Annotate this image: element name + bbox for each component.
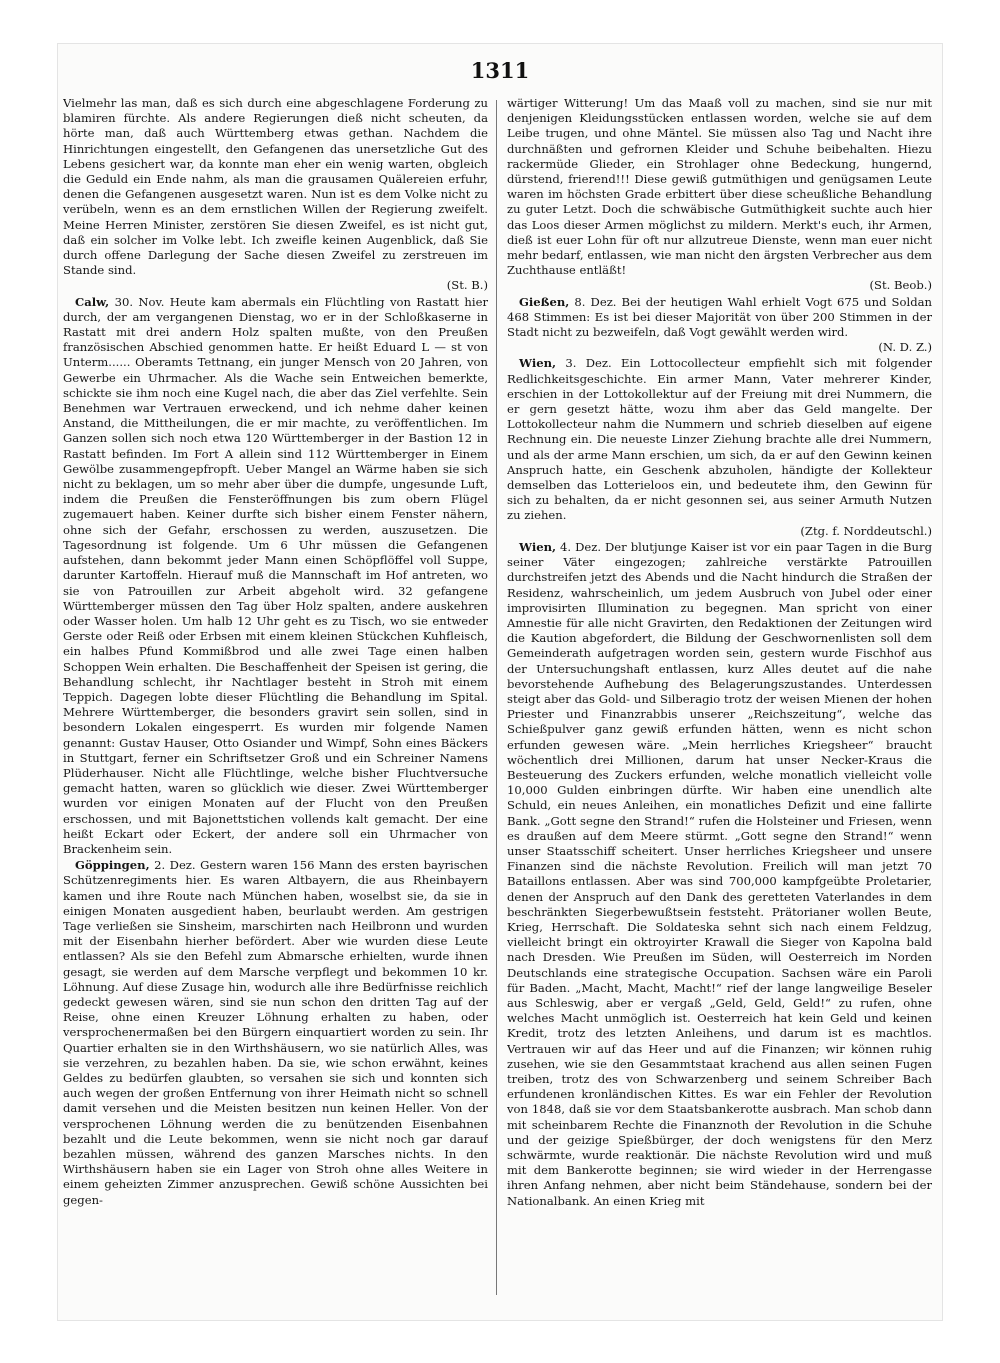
article-text: 8. Dez. Bei der heutigen Wahl erhielt Vogt 675 und Soldan 468 Stimmen: Es ist bei dieser Majorität von über 200 Stimmen in der Stadt nicht zu bezweifeln, daß Vogt gewählt werden wird. xyxy=(507,294,932,340)
article-text: 3. Dez. Ein Lottocollecteur empfiehlt sich mit folgender Redlichkeitsgeschichte. Ein armer Mann, Vater mehrerer Kinder, erschien in der Lottokollektur auf der Freiung mit drei Nummern, die er gern gesetzt hätte, wozu ihm aber das Geld mangelte. Der Lottokollecteur nahm die Nummern und schrieb dieselben auf eigene Rechnung ein. Die neueste Linzer Ziehung brachte alle drei Nummern, und als der arme Mann erschien, um sich, da er auf den Gewinn keinen Anspruch hatte, ein Geschenk abzuholen, händigte der Kollekteur demselben das Lotterieloos ein, und bedeutete ihm, den Gewinn für sich zu behalten, da er nicht gesonnen sei, aus seiner Armuth Nutzen zu ziehen. xyxy=(507,356,932,523)
dateline: Calw, xyxy=(75,294,110,309)
article-text: 30. Nov. Heute kam abermals ein Flüchtling von Rastatt hier durch, der am vergangenen Dienstag, wo er in der Schloßkaserne in Rastatt mit drei andern Holz spalten mußte, von den Preußen französischen Abschied genommen hatte. Er heißt Eduard L — st von Unterm...... Oberamts Tettnang, ein junger Mensch von 20 Jahren, von Gewerbe ein Uhrmacher. Als die Wache sein Entweichen bemerkte, schickte sie ihm noch eine Kugel nach, die aber das Ziel verfehlte. Sein Benehmen war Vertrauen erweckend, und ich nehme daher keinen Anstand, die Mittheilungen, die er mir machte, zu veröffentlichen. Im Ganzen sollen sich noch etwa 120 Württemberger in der Bastion 12 in Rastatt befinden. Im Fort A allein sind 112 Württemberger in Einem Gewölbe zusammengepfropft. Ueber Mangel an Wärme haben sie sich nicht zu beklagen, um so mehr aber über die dumpfe, ungesunde Luft, indem die Preußen die Fensteröffnungen bis zum obern Flügel zugemauert haben. Keiner durfte sich bisher einem Fenster nähern, ohne sich der Gefahr, erschossen zu werden, auszusetzen. Die Tagesordnung ist folgende. Um 6 Uhr müssen die Gefangenen aufstehen, dann bekommt jeder Mann einen Schöpflöffel voll Suppe, darunter Kartoffeln. Hierauf muß die Mannschaft im Hof antreten, wo sie von Patrouillen zur Arbeit abgeholt wird. 32 gefangene Württemberger müssen den Tag über Holz spalten, andere auskehren oder Wasser holen. Um halb 12 Uhr geht es zu Tisch, wo sie entweder Gerste oder Reiß oder Erbsen mit einem kleinen Stückchen Kuhfleisch, ein halbes Pfund Kommißbrod und alle zwei Tage einen halben Schoppen Wein erhalten. Die Beschaffenheit der Speisen ist gering, die Behandlung schlecht, ihr Nachtlager besteht in Stroh mit einem Teppich. Dagegen lobte dieser Flüchtling die Behandlung im Spital. Mehrere Württemberger, die besonders gravirt sein sollen, sind in besondern Lokalen eingesperrt. Es wurden mir folgende Namen genannt: Gustav Hauser, Otto Osiander und Wimpf, Sohn eines Bäckers in Stuttgart, ferner ein Schriftsetzer Groß und ein Schreiner Namens Plüderhauser. Nicht alle Flüchtlinge, welche bisher Fluchtversuche gemacht hatten, waren so glücklich wie dieser. Zwei Württemberger wurden vor einigen Monaten auf der Flucht von den Preußen erschossen, und mit Bajonettstichen vollends kalt gemacht. Der eine heißt Eckart oder Eckert, der andere soll ein Uhrmacher von Brackenheim sein. xyxy=(63,294,488,856)
source-citation: (St. B.) xyxy=(446,278,488,293)
column-divider xyxy=(496,100,497,1295)
article-continuation xyxy=(63,96,488,294)
newspaper-page xyxy=(58,44,942,1320)
source-citation: (N. D. Z.) xyxy=(878,340,932,355)
right-column xyxy=(507,96,932,1302)
article-calw xyxy=(63,295,488,858)
dateline: Gießen, xyxy=(519,294,570,309)
article-giessen xyxy=(507,295,932,356)
dateline: Göppingen, xyxy=(75,858,150,873)
source-citation: (St. Beob.) xyxy=(869,278,932,293)
source-citation: (Ztg. f. Norddeutschl.) xyxy=(800,523,932,538)
dateline: Wien, xyxy=(519,356,557,371)
article-wien-lotto xyxy=(507,356,932,538)
article-text: 4. Dez. Der blutjunge Kaiser ist vor ein paar Tagen in die Burg seiner Väter eingezogen; zahlreiche verstärkte Patrouillen durchstreifen jetzt des Abends und die Nacht hindurch die Straßen der Residenz, wahrscheinlich, um jedem Ausbruch von Jubel oder einer improvisirten Illumination zu begegnen. Man spricht von einer Amnestie für alle nicht Gravirten, den Redaktionen der Zeitungen wird die Kaution abgefordert, die Bildung der Geschwornenlisten soll dem Gemeinderath aufgetragen worden sein, gestern wurde Fischhof aus der Untersuchungshaft entlassen, kurz Alles deutet auf die nahe bevorstehende Aufhebung des Belagerungszustandes. Unterdessen steigt aber das Gold- und Silberagio trotz der weisen Mienen der hohen Priester und Finanzrabbis unserer „Reichszeitung“, welche das Schießpulver ganz gewiß erfunden hätten, wenn es nicht schon erfunden gewesen wäre. „Mein herrliches Kriegsheer“ braucht wöchentlich drei Millionen, darum hat unser Necker-Kraus die Besteuerung des Zuckers erfunden, welche monatlich vielleicht volle 10,000 Gulden einbringen dürfte. Wir haben eine unendlich alte Schuld, ein neues Anleihen, ein monatliches Defizit und eine fallirte Bank. „Gott segne den Strand!“ rufen die Holsteiner und Friesen, wenn es draußen auf dem Meere stürmt. „Gott segne den Strand!“ wenn unser Staatsschiff scheitert. Unser herrliches Kriegsheer und unsere Finanzen sind die nächste Revolution. Freilich will man jetzt 70 Bataillons entlassen. Aber was sind 700,000 kampfgeübte Proletarier, denen der Anspruch auf den Dank des geretteten Vaterlandes in dem beschränkten Siegerbewußtsein feststeht. Prätorianer wollen Beute, Krieg, Herrschaft. Die Soldateska sehnt sich nach einem Feldzug, vielleicht bringt ein oktroyirter Krawall die Sieger von Kapolna bald nach Dresden. Wie Preußen im Süden, will Oesterreich im Norden Deutschlands eine strategische Occupation. Sachsen wäre ein Paroli für Baden. „Macht, Macht, Macht!“ rief der lange langweilige Beseler aus Schleswig, aber er vergaß „Geld, Geld, Geld!“ zu rufen, ohne welches Macht unmöglich ist. Oesterreich hat kein Geld und keinen Kredit, trotz des letzten Anleihens, und darum ist es machtlos. Vertrauen wir auf das Heer und auf die Finanzen; wir können ruhig zusehen, wie sie den Gesammtstaat krachend aus allen seinen Fugen treiben, trotz des von Schwarzenberg und seinem Schreiber Bach erfundenen kronländischen Kittes. Es war ein Fehler der Revolution von 1848, daß sie vor dem Staatsbankerotte ausbrach. Man schob dann mit scheinbarem Rechte die Finanznoth der Revolution in die Schuhe und der geizige Spießbürger, der doch wenigstens für den Merz schwärmte, wurde reaktionär. Die nächste Revolution wird und muß mit dem Bankerotte beginnen; sie wird wieder in der Herrengasse ihren Anfang nehmen, aber nicht beim Ständehause, sondern bei der Nationalbank. An einen Krieg mit xyxy=(507,539,932,1208)
article-text: wärtiger Witterung! Um das Maaß voll zu machen, sind sie nur mit denjenigen Kleidungsstücken entlassen worden, welche sie auf dem Leibe trugen, und ohne Mäntel. Sie müssen also Tag und Nacht ihre durchnäßten und gefrornen Kleider und Schuhe beibehalten. Hiezu rackermüde Glieder, ein Strohlager ohne Bedeckung, hungernd, dürstend, frierend!!! Diese gewiß gutmüthigen und genügsamen Leute waren im höchsten Grade erbittert über diese scheußliche Behandlung zu guter Letzt. Doch die schwäbische Gutmüthigkeit suchte auch hier das Loos dieser Armen möglichst zu mildern. Merkt's euch, ihr Armen, dieß ist euer Lohn für oft nur allzutreue Dienste, wenn man euer nicht mehr bedarf, entlassen, wie man nicht den ärgsten Verbrecher aus dem Zuchthause entläßt! xyxy=(507,96,932,278)
article-goeppingen xyxy=(63,858,488,1208)
article-text: 2. Dez. Gestern waren 156 Mann des ersten bayrischen Schützenregiments hier. Es waren Altbayern, die aus Rheinbayern kamen und ihre Route nach München haben, woselbst sie, da sie in einigen Monaten ausgedient haben, beurlaubt werden. Am gestrigen Tage verließen sie Sinsheim, marschirten nach Heilbronn und wurden mit der Eisenbahn hierher befördert. Aber wie wurden diese Leute entlassen? Als sie den Befehl zum Abmarsche erhielten, wurde ihnen gesagt, sie werden auf dem Marsche verpflegt und bekommen 10 kr. Löhnung. Auf diese Zusage hin, wodurch alle ihre Bedürfnisse reichlich gedeckt gewesen wären, sind sie nun schon den dritten Tag auf der Reise, ohne einen Kreuzer Löhnung erhalten zu haben, oder versprochenermaßen bei den Bürgern einquartiert worden zu sein. Ihr Quartier erhalten sie in den Wirthshäusern, wo sie natürlich Alles, was sie verzehren, zu bezahlen haben. Da sie, wie schon erwähnt, keines Geldes zu bedürfen glaubten, so versahen sie sich und konnten sich auch wegen der großen Entfernung von ihrer Heimath nicht so schnell damit versehen und die Meisten besitzen nun keinen Heller. Von der versprochenen Löhnung werden die zu benützenden Eisenbahnen bezahlt und die Leute bekommen, wenn sie nicht noch gar darauf bezahlen müssen, während des ganzen Marsches nichts. In den Wirthshäusern haben sie ein Lager von Stroh ohne alles Weitere in einem geheizten Zimmer anzusprechen. Gewiß schöne Aussichten bei gegen- xyxy=(63,858,488,1207)
article-wien-kaiser xyxy=(507,540,932,1209)
page-number: 1311 xyxy=(470,58,530,83)
left-column xyxy=(63,96,488,1302)
article-continuation xyxy=(507,96,932,294)
article-text: Vielmehr las man, daß es sich durch eine abgeschlagene Forderung zu blamiren fürchte. Als andere Regierungen dieß nicht scheuten, da hörte man, daß auch Württemberg etwas gethan. Nachdem die Hinrichtungen eingestellt, den Gefangenen das unersetzliche Gut des Lebens gesichert war, da konnte man eher ein wenig warten, obgleich die Geduld ein Ende nahm, als man die grausamen Quälereien erfuhr, denen die Gefangenen ausgesetzt waren. Nun ist es dem Volke nicht zu verübeln, wenn es an dem ernstlichen Willen der Regierung zweifelt. Meine Herren Minister, zerstören Sie diesen Zweifel, es ist nicht gut, daß ein solcher im Volke lebt. Ich zweifle keinen Augenblick, daß Sie durch offene Darlegung der Sache diesen Zweifel zu zerstreuen im Stande sind. xyxy=(63,96,488,278)
dateline: Wien, xyxy=(519,539,557,554)
